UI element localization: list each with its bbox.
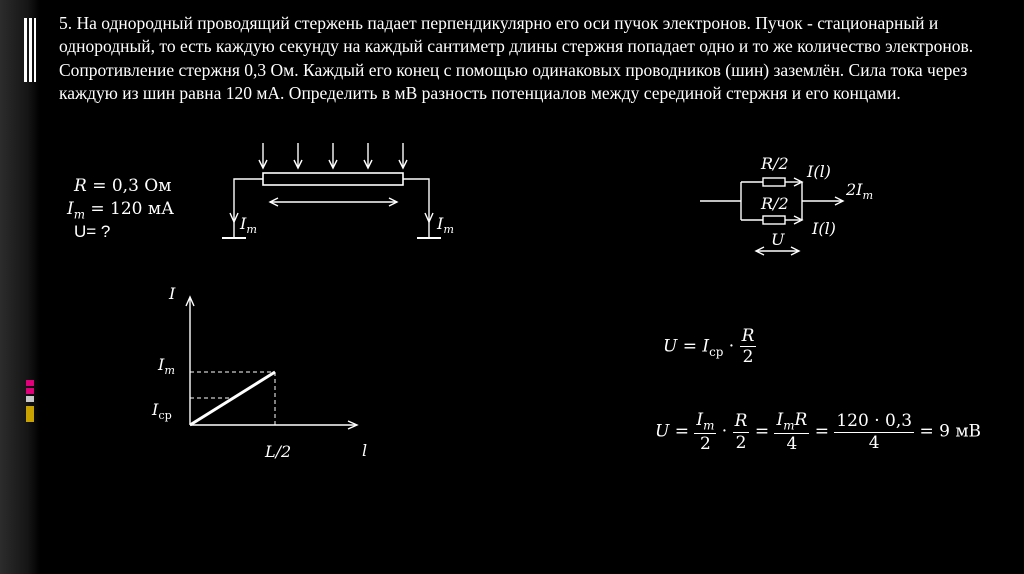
frac-2-den: 2 [735, 432, 747, 453]
formula-2-lhs: U = [655, 421, 695, 442]
formula-2-frac-2 [733, 411, 750, 453]
graph-tick-l2 [265, 442, 291, 461]
graph-x-axis-label [362, 441, 367, 460]
tick-icp-symbol: I [152, 400, 159, 419]
formula-2-frac-1 [694, 410, 716, 454]
frac-1-num: I [696, 410, 704, 430]
lower-resistor-text: R/2 [761, 194, 789, 213]
problem-text: 5. На однородный проводящий стержень падает перпендикулярно его оси пучок электронов. Пучок - стационарный и однородный, то есть каждую секунду на каждый сантиметр длины стержня попадает одно и то же количество электронов. Сопротивление стержня 0,3 Ом. Каждый его конец с помощью одинаковых проводников (шин) заземлён. Сила тока через каждую из шин равна 120 мА. Определить в мВ разность потенциалов между серединой стержня и его концами. [59, 13, 974, 103]
rod-left-current-sub: m [246, 223, 257, 237]
graph-tick-icp [152, 400, 172, 422]
lower-current-text: I(l) [812, 219, 836, 238]
i-value: = 120 мА [85, 199, 175, 219]
r-value: = 0,3 Ом [86, 176, 172, 196]
formula-1-lhs: U = I [663, 336, 710, 357]
formula-1-lhs-sub: ср [709, 344, 724, 359]
formula-2-result: = 9 мВ [914, 421, 982, 442]
tick-im-symbol: I [158, 355, 165, 374]
frac-3-den: 4 [786, 433, 798, 454]
formula-2 [655, 410, 981, 454]
formula-1-fraction [740, 326, 757, 368]
graph-y-axis-label [169, 284, 175, 303]
formula-1-den: 2 [742, 347, 754, 368]
formula-2-eq-2: = [809, 421, 835, 442]
frac-3-num-r: R [794, 410, 808, 430]
graph-tick-im [158, 355, 175, 377]
r-symbol: R [74, 176, 87, 196]
output-current-text: 2I [846, 180, 863, 199]
y-axis-text: I [169, 284, 176, 303]
frac-2-num: R [734, 411, 748, 432]
output-current-sub: m [862, 189, 874, 203]
formula-1-dot: · [723, 336, 740, 357]
upper-current-text: I(l) [807, 162, 831, 181]
tick-im-sub: m [164, 364, 175, 378]
frac-4-num: 120 · 0,3 [836, 411, 913, 432]
frac-3-num: I [776, 410, 784, 430]
formula-2-eq-1: = [749, 421, 775, 442]
tick-l2-text: L/2 [265, 442, 292, 461]
i-symbol: I [67, 199, 74, 219]
frac-3-num-sub: m [783, 418, 795, 433]
frac-1-den: 2 [699, 433, 711, 454]
rod-right-current-symbol: I [437, 214, 444, 233]
tick-icp-sub: ср [158, 409, 172, 423]
given-unknown: U= ? [74, 222, 111, 241]
frac-4-den: 4 [868, 432, 880, 453]
formula-1 [663, 326, 756, 368]
voltage-text: U [771, 230, 785, 249]
formula-2-frac-4 [834, 411, 914, 453]
formula-1-num: R [741, 326, 755, 346]
graph-line [190, 372, 275, 425]
x-axis-text: l [362, 441, 368, 460]
rod-left-current-symbol: I [240, 214, 247, 233]
upper-resistor-text: R/2 [761, 154, 789, 173]
i-sub: m [73, 207, 85, 222]
frac-1-num-sub: m [703, 418, 715, 433]
formula-2-dot: · [716, 421, 733, 442]
formula-2-frac-3 [774, 410, 809, 454]
rod-right-current-sub: m [443, 223, 454, 237]
